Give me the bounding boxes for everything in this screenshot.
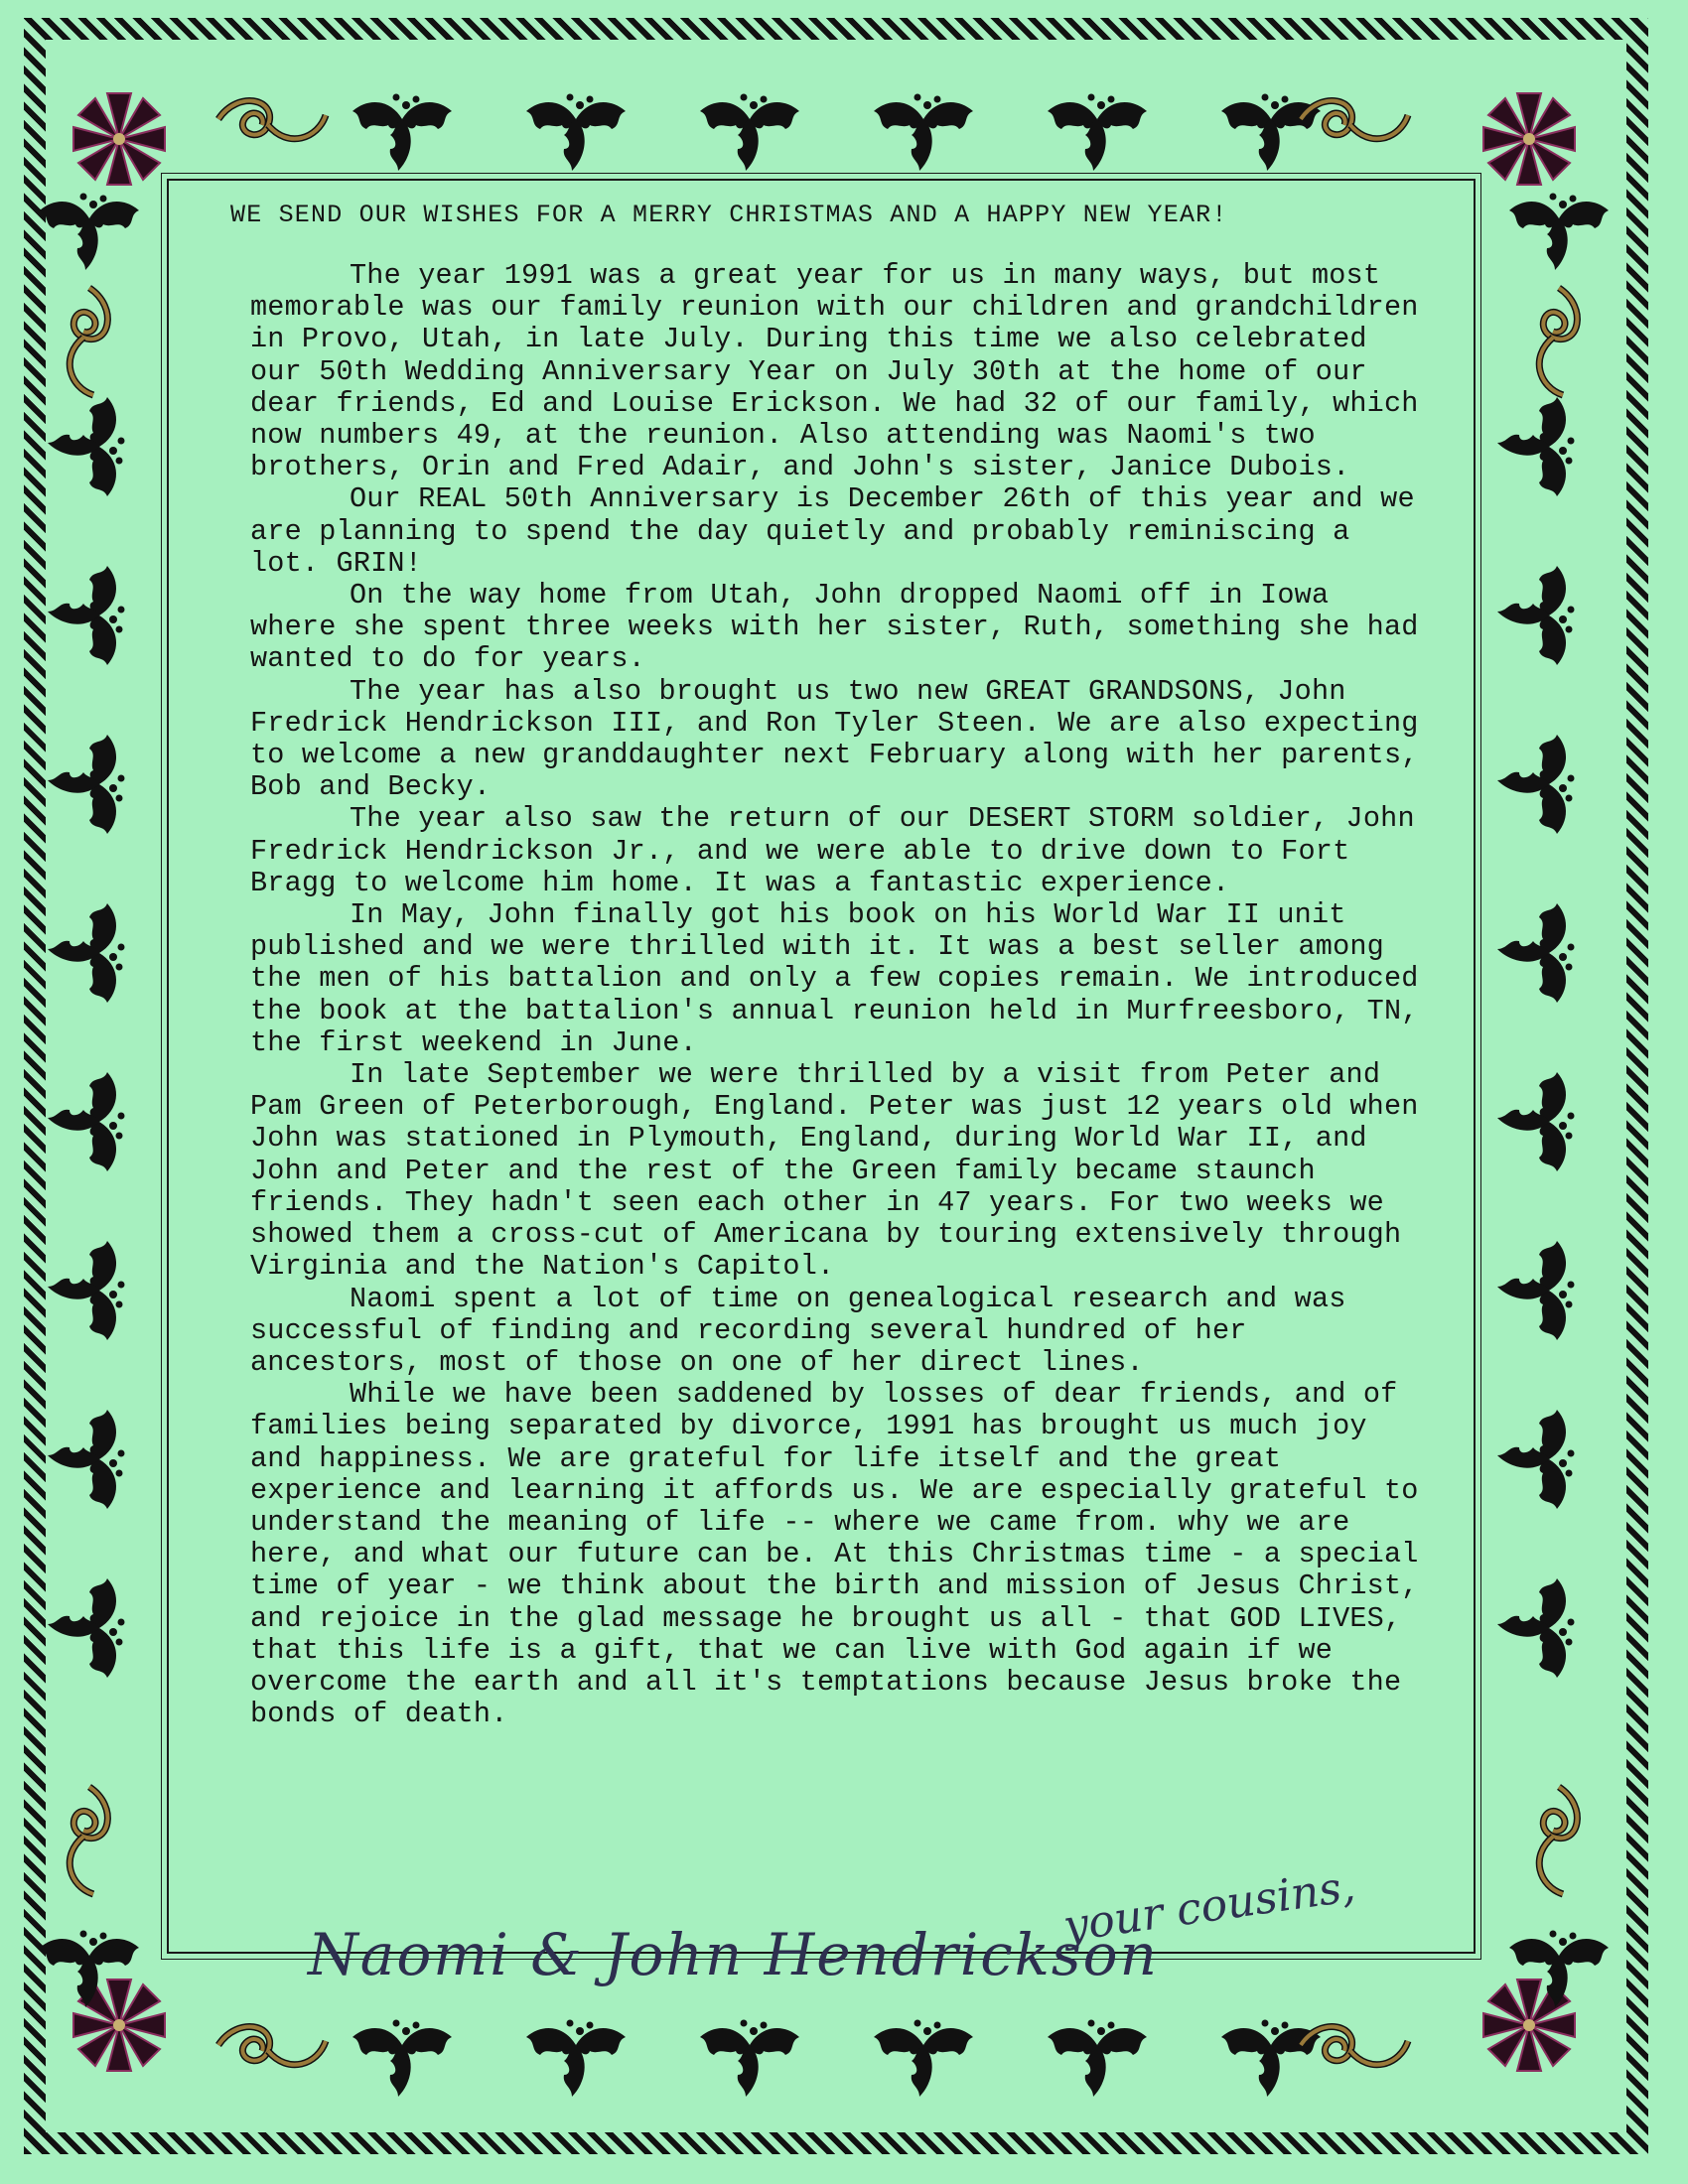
paragraph-anniversary: Our REAL 50th Anniversary is December 26th of this year and we are planning to spend the day quietly and probably reminiscing a lot. GRIN! xyxy=(250,482,1415,580)
paragraph-grandsons: The year has also brought us two new GREAT GRANDSONS, John Fredrick Hendrickson III, and Ron Tyler Steen. We are also expecting to welcome a new granddaughter next February along with her parents, Bob and Becky. xyxy=(250,674,1419,804)
letter-content xyxy=(179,199,1470,1730)
paragraph-visit: In late September we were thrilled by a visit from Peter and Pam Green of Peterborough, England. Peter was just 12 years old when John was stationed in Plymouth, England, during World War II, and John and Peter and the rest of the Green family became staunch friends. They hadn't seen each other in 47 years. For two weeks we showed them a cross-cut of Americana by touring extensively through Virginia and the Nation's Capitol. xyxy=(250,1058,1419,1284)
paragraph-book: In May, John finally got his book on his World War II unit published and we were thrilled with it. It was a best seller among the men of his battalion and only a few copies remain. We introduced the book at the battalion's annual reunion held in Murfreesboro, TN, the first weekend in June. xyxy=(250,898,1419,1059)
closing-handwritten: your cousins, xyxy=(1059,1860,1358,1953)
paragraph-iowa: On the way home from Utah, John dropped Naomi off in Iowa where she spent three weeks with her sister, Ruth, something she had wanted to do for years. xyxy=(250,579,1419,676)
paragraph-reunion: The year 1991 was a great year for us in many ways, but most memorable was our family reunion with our children and grandchildren in Provo, Utah, in late July. During this time we also celebrated our 50th Wedding Anniversary Year on July 30th at the home of our dear friends, Ed and Louise Erickson. We had 32 of our family, which now numbers 49, at the reunion. Also attending was Naomi's two brothers, Orin and Fred Adair, and John's sister, Janice Dubois. xyxy=(250,259,1419,484)
handwritten-signature: Naomi & John Hendrickson xyxy=(308,1921,1159,1988)
letter-body xyxy=(179,260,1470,1730)
letter-heading: WE SEND OUR WISHES FOR A MERRY CHRISTMAS AND A HAPPY NEW YEAR! xyxy=(230,201,1228,229)
paragraph-desert-storm: The year also saw the return of our DESERT STORM soldier, John Fredrick Hendrickson Jr., and we were able to drive down to Fort Bragg to welcome him home. It was a fantastic experience. xyxy=(250,802,1415,899)
paragraph-genealogy: Naomi spent a lot of time on genealogical research and was successful of finding and recording several hundred of her ancestors, most of those on one of her direct lines. xyxy=(250,1282,1346,1379)
paragraph-gratitude: While we have been saddened by losses of dear friends, and of families being separated by divorce, 1991 has brought us much joy and happiness. We are grateful for life itself and the great experience and learning it affords us. We are especially grateful to understand the meaning of life -- where we came from. why we are here, and what our future can be. At this Christmas time - a special time of year - we think about the birth and mission of Jesus Christ, and rejoice in the glad message he brought us all - that GOD LIVES, that this life is a gift, that we can live with God again if we overcome the earth and all it's temptations because Jesus broke the bonds of death. xyxy=(250,1378,1419,1731)
